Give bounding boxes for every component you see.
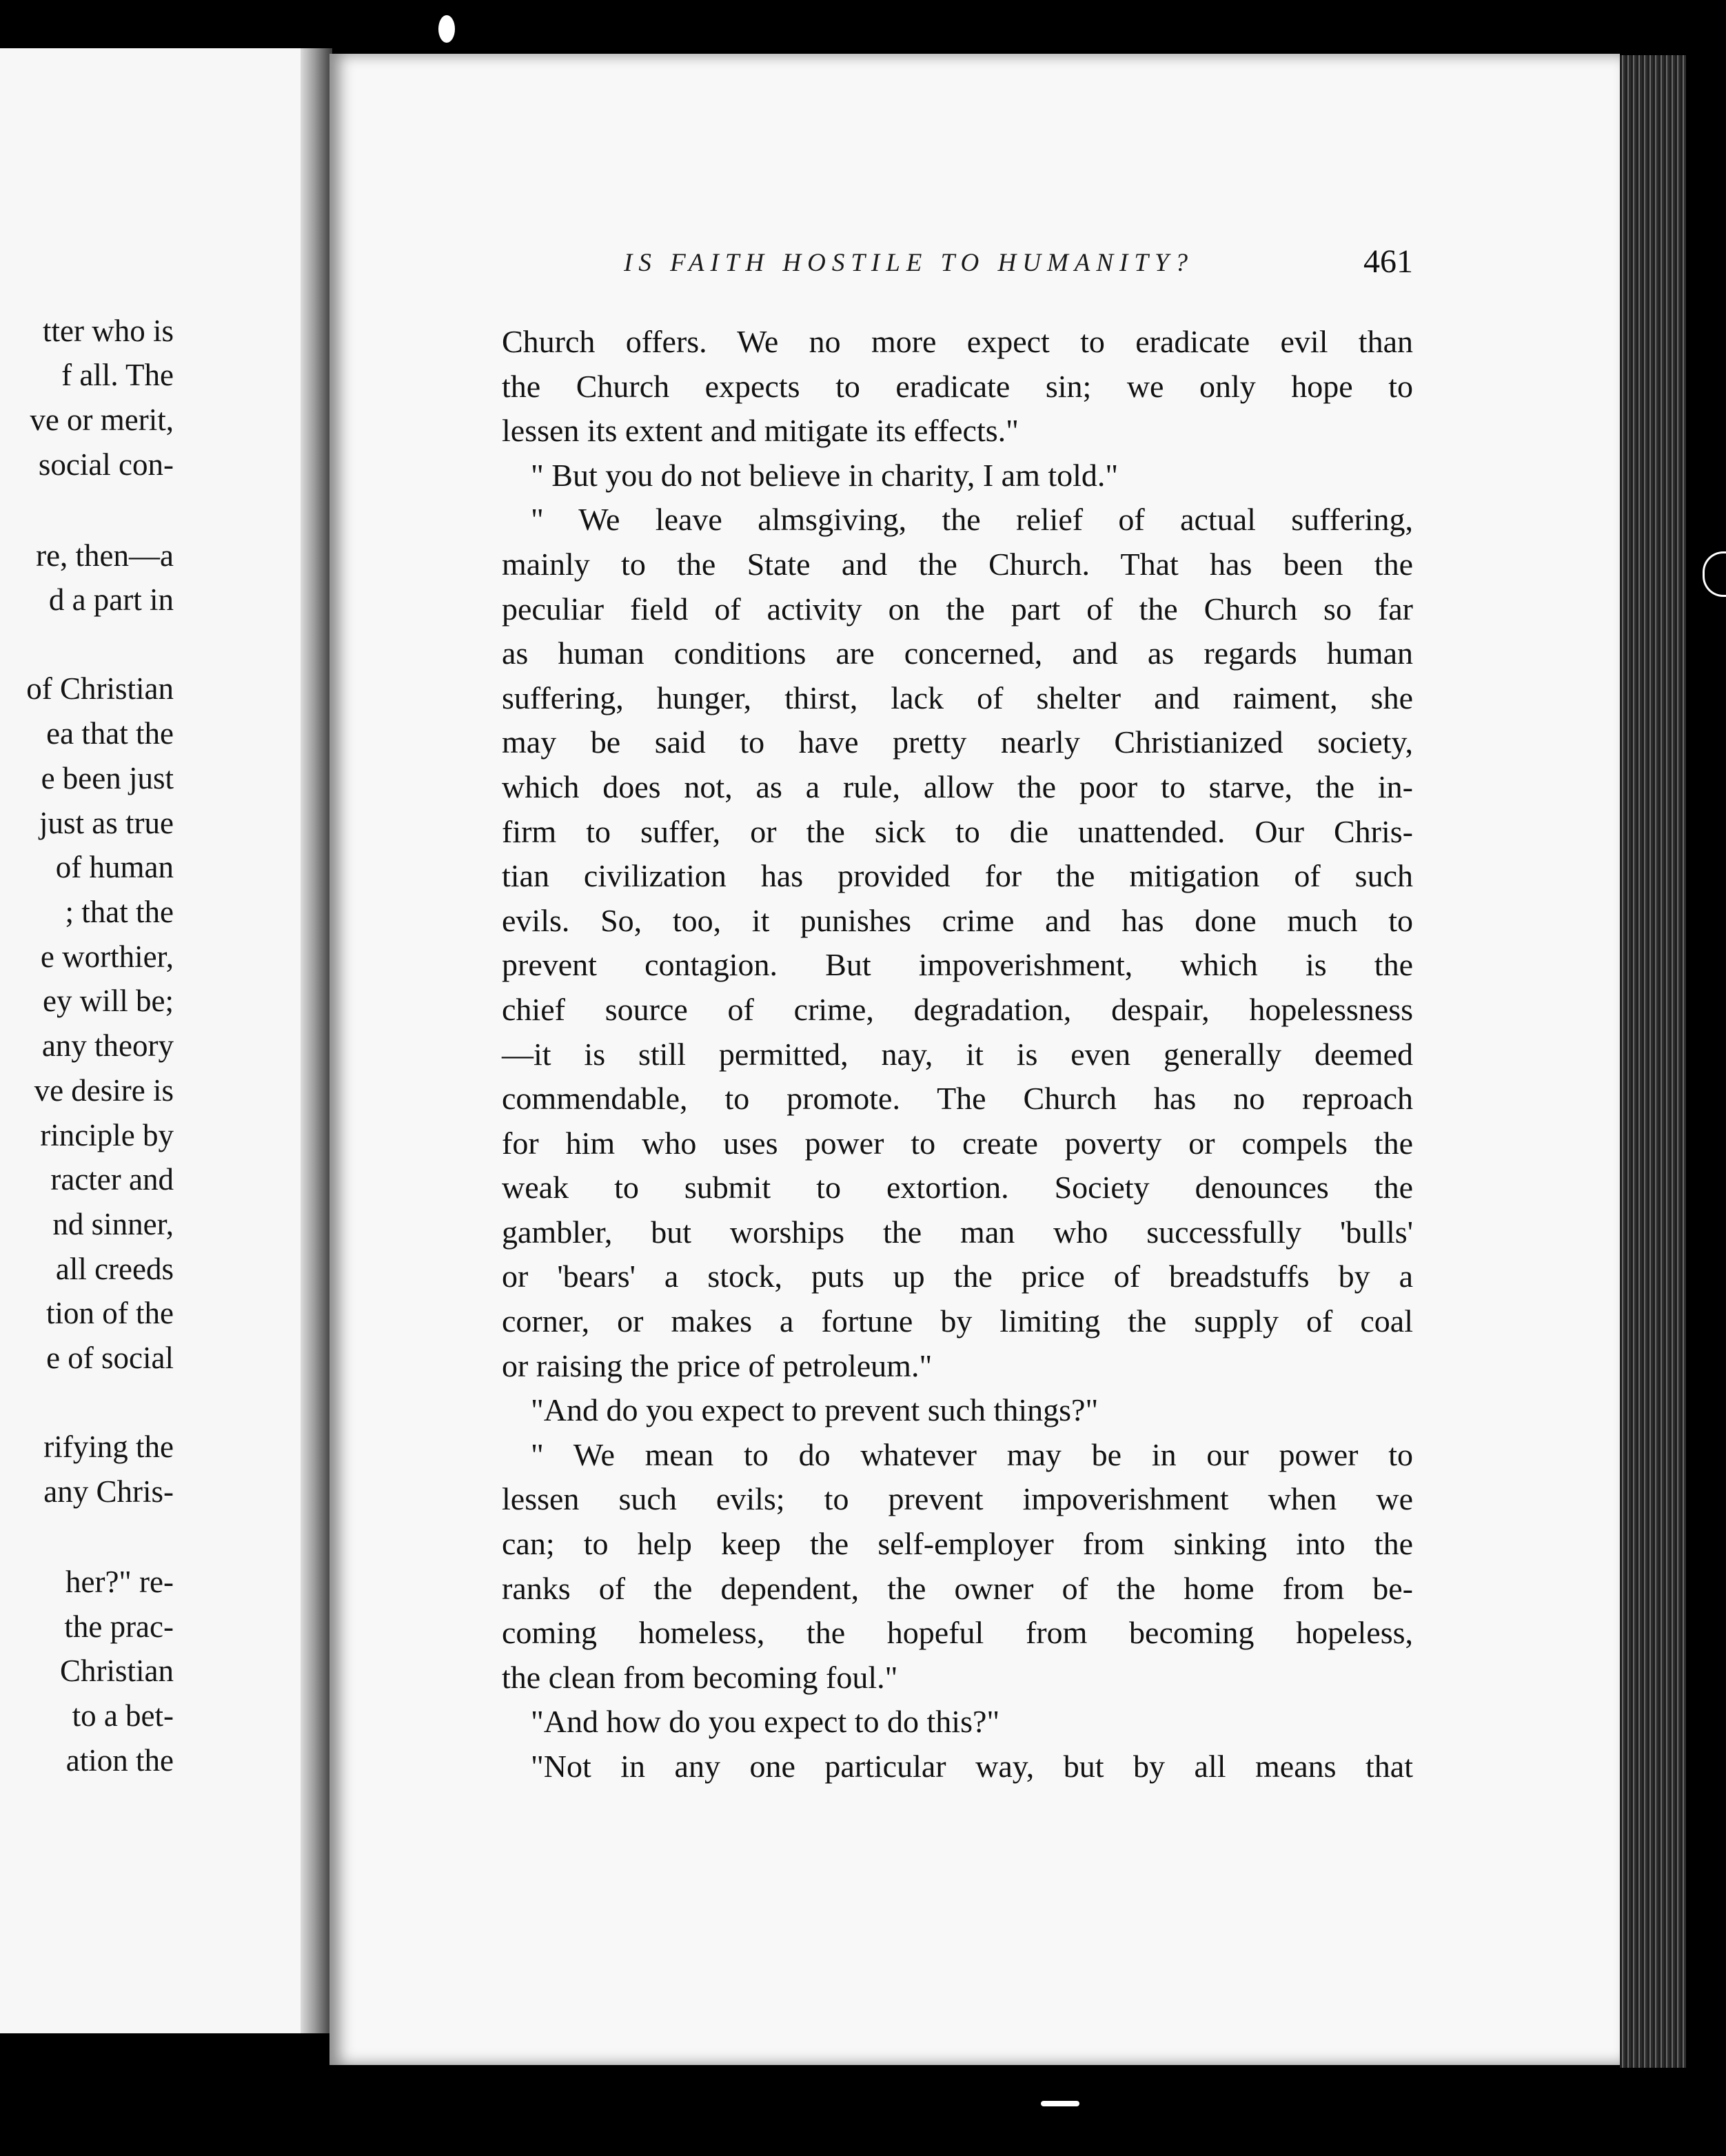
previous-page-line: f all. The (61, 358, 174, 392)
previous-page-line: her?" re- (65, 1565, 174, 1599)
previous-page-line: Christian (60, 1654, 174, 1688)
text-line: gambler, but worships the man who successfully 'bulls' (502, 1214, 1413, 1250)
text-line: lessen such evils; to prevent impoverishment when we (502, 1481, 1413, 1517)
text-line: the Church expects to eradicate sin; we only hope to (502, 368, 1413, 404)
previous-page-line: nd sinner, (52, 1207, 174, 1241)
text-line: which does not, as a rule, allow the poor to starve, the in- (502, 769, 1413, 804)
text-line: " But you do not believe in charity, I am told." (531, 457, 1119, 493)
previous-page-line: ve desire is (34, 1073, 174, 1108)
previous-page-line: of Christian (26, 671, 174, 706)
previous-page-line: e worthier, (40, 939, 174, 974)
scan-speck (438, 15, 455, 43)
previous-page-line: rifying the (43, 1430, 174, 1464)
previous-page-line: tion of the (46, 1296, 174, 1330)
previous-page-line: just as true (39, 806, 174, 840)
text-line: lessen its extent and mitigate its effects." (502, 413, 1019, 449)
text-line: mainly to the State and the Church. That has been the (502, 546, 1413, 582)
previous-page-line: to a bet- (72, 1698, 174, 1733)
running-title: IS FAITH HOSTILE TO HUMANITY? (624, 249, 1195, 277)
previous-page-line: ation the (65, 1743, 174, 1778)
previous-page-line: d a part in (48, 582, 174, 617)
previous-page-line: ey will be; (43, 984, 174, 1018)
book-gutter (301, 48, 332, 2033)
previous-page-line: rinciple by (40, 1118, 174, 1152)
body-text (502, 320, 1413, 1789)
text-line: Church offers. We no more expect to eradicate evil than (502, 324, 1413, 359)
text-line: prevent contagion. But impoverishment, which is the (502, 947, 1413, 983)
previous-page-line: e been just (41, 761, 174, 795)
text-line: —it is still permitted, nay, it is even generally deemed (502, 1036, 1413, 1072)
text-line: as human conditions are concerned, and as regards human (502, 635, 1413, 671)
previous-page-line: all creeds (55, 1252, 174, 1286)
text-line: tian civilization has provided for the mitigation of such (502, 858, 1413, 894)
text-line: the clean from becoming foul." (502, 1659, 898, 1695)
text-line: ranks of the dependent, the owner of the home from be- (502, 1570, 1413, 1606)
text-line: may be said to have pretty nearly Christianized society, (502, 724, 1413, 760)
text-line: suffering, hunger, thirst, lack of shelter and raiment, she (502, 680, 1413, 715)
previous-page-line: any Chris- (43, 1474, 174, 1509)
page-number: 461 (1363, 243, 1413, 280)
previous-page-line: racter and (50, 1162, 174, 1197)
text-line: "Not in any one particular way, but by all means that (531, 1749, 1413, 1784)
previous-page-line: of human (55, 850, 174, 884)
page-edges (1620, 55, 1686, 2068)
text-line: commendable, to promote. The Church has no reproach (502, 1081, 1413, 1117)
previous-page-line: social con- (38, 447, 174, 482)
previous-page-line: the prac- (64, 1609, 174, 1644)
previous-page-line: tter who is (43, 314, 174, 348)
text-line: "And do you expect to prevent such things?" (531, 1392, 1099, 1428)
text-line: for him who uses power to create poverty or compels the (502, 1125, 1413, 1161)
running-head (624, 243, 1413, 284)
previous-page-line: re, then—a (36, 538, 174, 573)
text-line: can; to help keep the self-employer from sinking into the (502, 1526, 1413, 1562)
text-line: chief source of crime, degradation, despair, hopelessness (502, 991, 1413, 1027)
previous-page-line: ve or merit, (30, 403, 174, 437)
text-line: " We mean to do whatever may be in our power to (531, 1436, 1413, 1472)
scan-speck (1041, 2101, 1079, 2106)
previous-page-line: any theory (41, 1028, 174, 1063)
text-line: coming homeless, the hopeful from becoming hopeless, (502, 1615, 1413, 1651)
text-line: firm to suffer, or the sick to die unattended. Our Chris- (502, 813, 1413, 849)
scan-speck (1703, 551, 1726, 597)
text-line: or 'bears' a stock, puts up the price of breadstuffs by a (502, 1259, 1413, 1294)
previous-page-line: ea that the (46, 716, 174, 751)
text-line: evils. So, too, it punishes crime and has done much to (502, 902, 1413, 938)
previous-page-line: ; that the (65, 895, 174, 929)
text-line: "And how do you expect to do this?" (531, 1704, 1000, 1740)
text-line: or raising the price of petroleum." (502, 1348, 933, 1383)
text-line: " We leave almsgiving, the relief of actual suffering, (531, 502, 1413, 538)
text-line: peculiar field of activity on the part of the Church so far (502, 591, 1413, 627)
previous-page-line: e of social (46, 1341, 174, 1375)
text-line: corner, or makes a fortune by limiting the supply of coal (502, 1303, 1413, 1339)
text-line: weak to submit to extortion. Society denounces the (502, 1170, 1413, 1206)
